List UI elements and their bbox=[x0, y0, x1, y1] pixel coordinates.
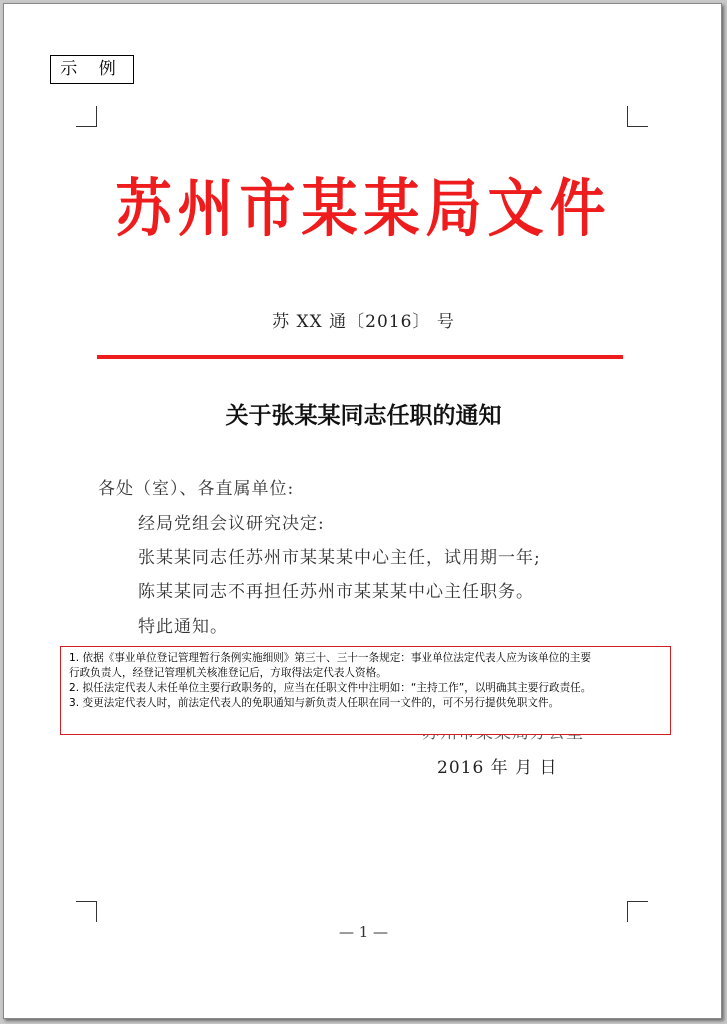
document-masthead: 苏州市某某局文件 bbox=[115, 173, 612, 246]
document-date: 2016 年 月 日 bbox=[437, 758, 558, 778]
body-line: 经局党组会议研究决定: bbox=[138, 514, 325, 534]
annotation-note-box bbox=[60, 646, 671, 735]
page-number: — 1 — bbox=[338, 923, 389, 941]
red-separator-line bbox=[97, 355, 623, 359]
document-number: 苏 XX 通〔2016〕 号 bbox=[272, 312, 455, 332]
crop-mark-top-right bbox=[627, 106, 648, 127]
crop-mark-bottom-left bbox=[76, 901, 97, 922]
note-line: 1. 依据《事业单位登记管理暂行条例实施细则》第三十、三十一条规定：事业单位法定代表人应为该单位的主要 bbox=[69, 652, 591, 664]
document-page bbox=[3, 3, 722, 1019]
salutation: 各处（室）、各直属单位: bbox=[98, 479, 295, 499]
body-line: 陈某某同志不再担任苏州市某某某中心主任职务。 bbox=[138, 582, 534, 602]
body-line: 特此通知。 bbox=[138, 617, 228, 637]
note-line: 2. 拟任法定代表人未任单位主要行政职务的，应当在任职文件中注明如：“主持工作”，以明确其主要行政责任。 bbox=[69, 682, 592, 694]
note-line: 3. 变更法定代表人时，前法定代表人的免职通知与新负责人任职在同一文件的，可不另行提供免职文件。 bbox=[69, 697, 560, 709]
example-label: 示 例 bbox=[50, 55, 134, 84]
crop-mark-top-left bbox=[76, 106, 97, 127]
crop-mark-bottom-right bbox=[627, 901, 648, 922]
document-title: 关于张某某同志任职的通知 bbox=[225, 402, 502, 429]
note-line: 行政负责人，经登记管理机关核准登记后，方取得法定代表人资格。 bbox=[69, 667, 387, 679]
body-line: 张某某同志任苏州市某某某中心主任，试用期一年; bbox=[138, 548, 541, 568]
